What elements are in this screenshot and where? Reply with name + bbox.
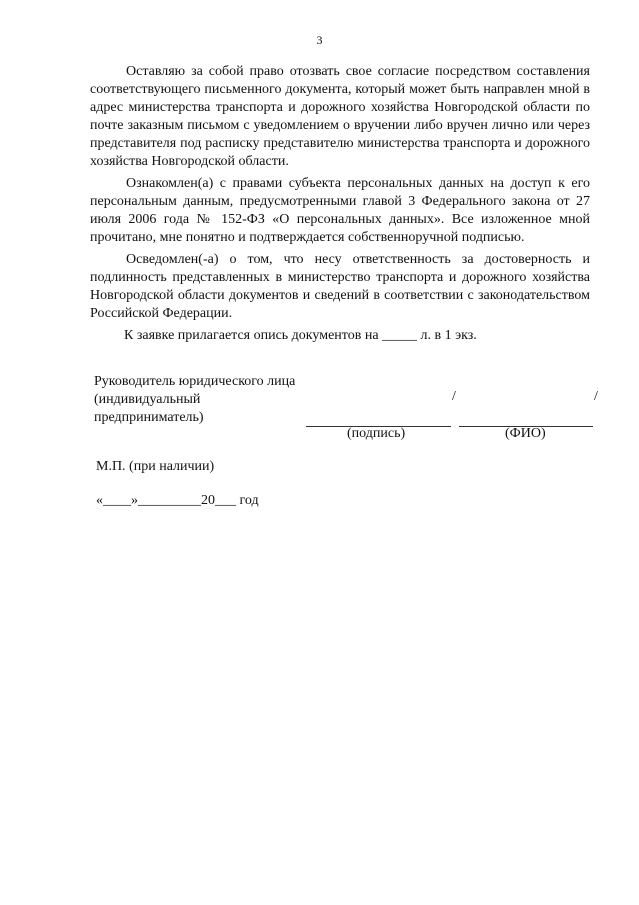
signatory-role-line1: Руководитель юридического лица bbox=[94, 374, 296, 389]
slash-right: / bbox=[594, 389, 598, 404]
signatory-role bbox=[94, 373, 295, 427]
stamp-place: М.П. (при наличии) bbox=[96, 459, 215, 474]
document-body bbox=[90, 63, 590, 345]
signature-caption: (подпись) bbox=[347, 426, 406, 441]
date-field bbox=[96, 493, 259, 509]
date-year-blank: ___ bbox=[215, 493, 236, 508]
date-open-quote: « bbox=[96, 493, 103, 508]
date-month-blank: _________ bbox=[138, 493, 201, 508]
paragraph-attachment: К заявке прилагается опись документов на _____ л. в 1 экз. bbox=[124, 328, 477, 343]
date-suffix: год bbox=[236, 493, 259, 508]
paragraph-rights-acknowledged: Ознакомлен(а) с правами субъекта персональных данных на доступ к его персональным данным, предусмотренными главой 3 Федерального закона от 27 июля 2006 года № 152-ФЗ «О персональных данных». Все изложенное мной прочитано, мне понятно и подтверждается собственноручной подписью. bbox=[90, 176, 590, 245]
date-close-quote: » bbox=[131, 493, 138, 508]
date-day-blank: ____ bbox=[103, 493, 131, 508]
page-number: 3 bbox=[316, 33, 323, 47]
paragraph-responsibility: Осведомлен(-а) о том, что несу ответственность за достоверность и подлинность представленных в министерство транспорта и дорожного хозяйства Новгородской области документов и сведений в соответствии с законодательством Российской Федерации. bbox=[90, 252, 590, 321]
name-caption: (ФИО) bbox=[505, 426, 546, 441]
paragraph-withdraw-consent: Оставляю за собой право отозвать свое согласие посредством составления соответствующего письменного документа, который может быть направлен мной в адрес министерства транспорта и дорожного хозяйства Новгородской области по почте заказным письмом с уведомлением о вручении либо вручен лично или через представителя под расписку представителю министерства транспорта и дорожного хозяйства Новгородской области. bbox=[90, 64, 590, 169]
signatory-role-line2: (индивидуальный bbox=[94, 392, 201, 407]
signatory-role-line3: предприниматель) bbox=[94, 410, 204, 425]
date-year-prefix: 20 bbox=[201, 493, 215, 508]
slash-left: / bbox=[452, 389, 456, 404]
